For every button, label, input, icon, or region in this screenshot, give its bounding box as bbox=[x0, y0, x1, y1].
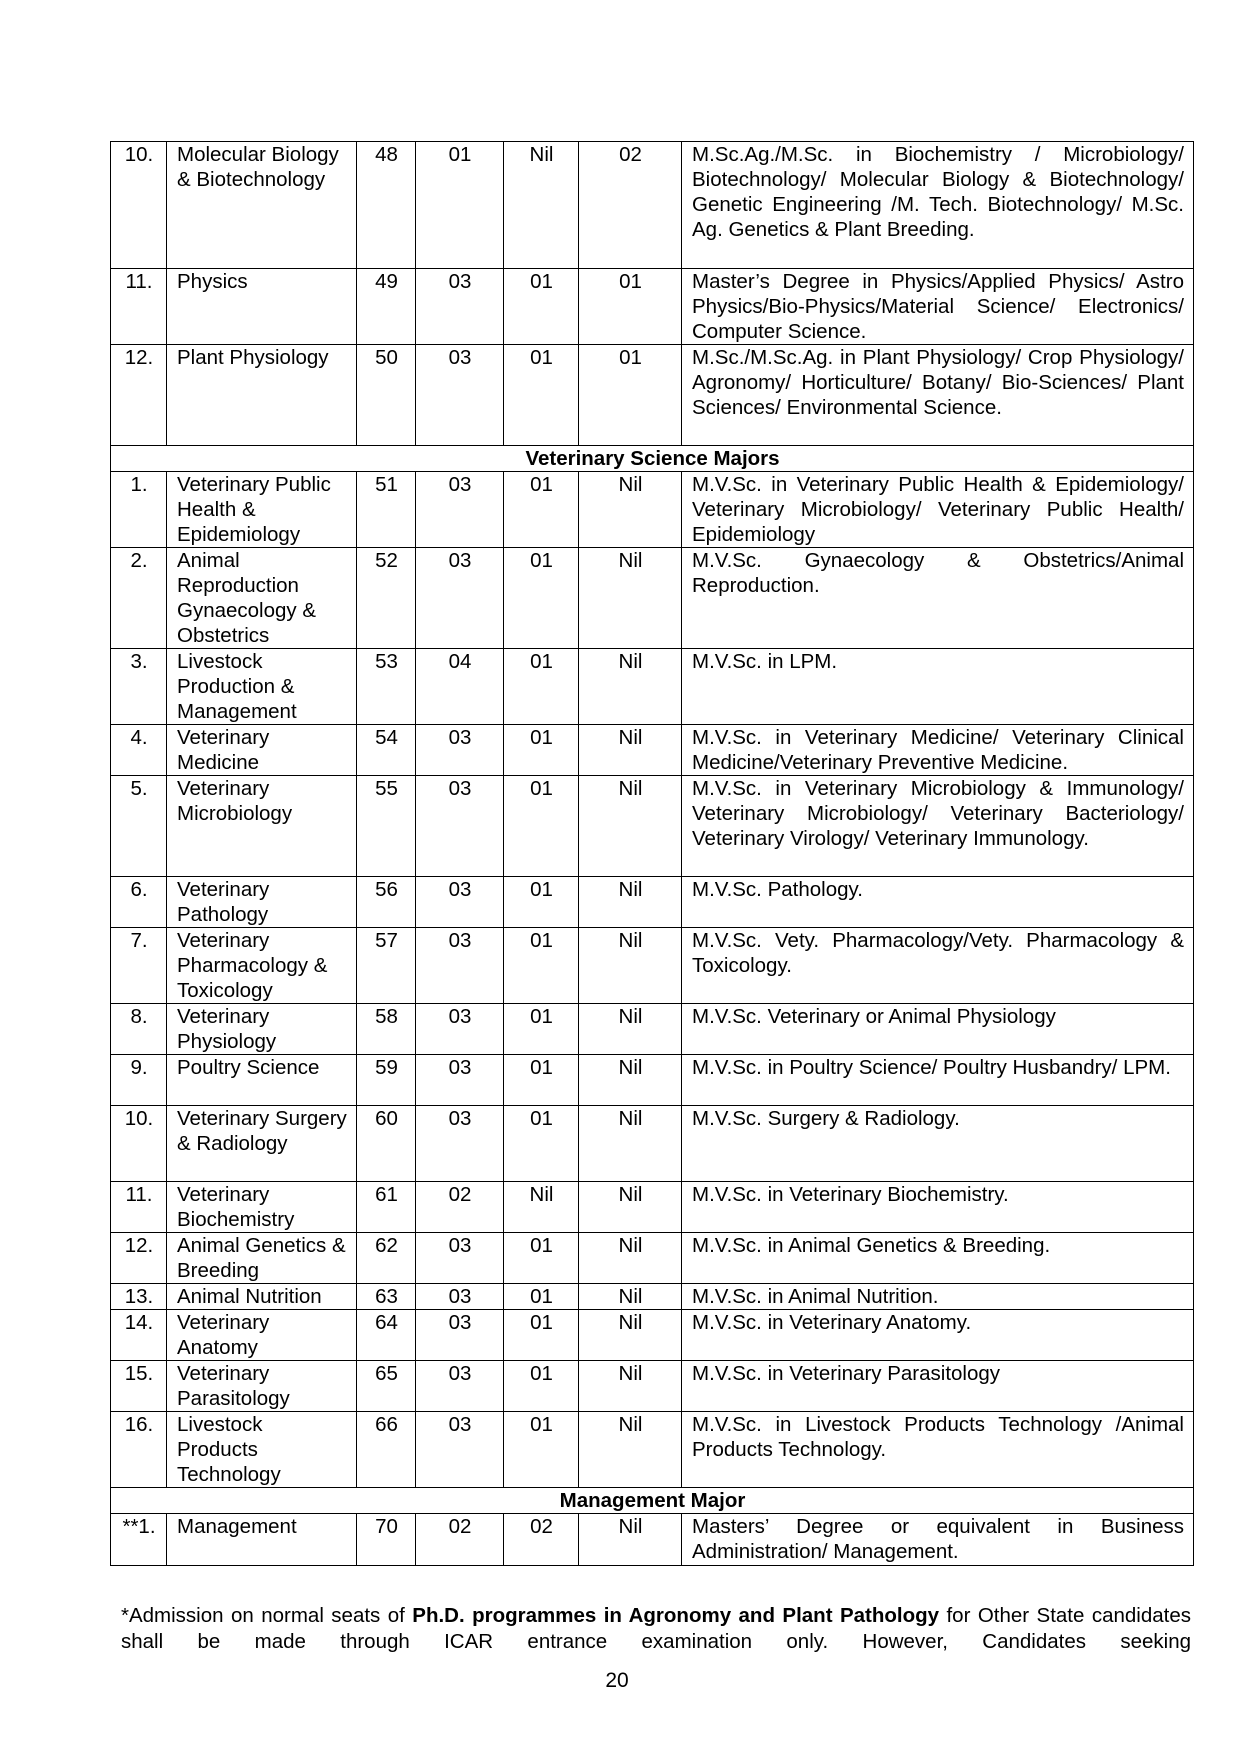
seats-col3-cell: Nil bbox=[579, 1361, 682, 1412]
subject-cell: Veterinary Surgery & Radiology bbox=[167, 1106, 357, 1182]
seats-col3-cell: Nil bbox=[579, 1055, 682, 1106]
subject-cell: Veterinary Microbiology bbox=[167, 776, 357, 877]
seats-col1-cell: 03 bbox=[416, 472, 504, 548]
qualification-cell: M.V.Sc. in Animal Genetics & Breeding. bbox=[682, 1233, 1194, 1284]
serial-number-cell: 8. bbox=[111, 1004, 167, 1055]
qualification-cell: M.V.Sc. in Livestock Products Technology /Animal Products Technology. bbox=[682, 1412, 1194, 1488]
seats-col2-cell: 01 bbox=[504, 472, 579, 548]
serial-number-cell: 9. bbox=[111, 1055, 167, 1106]
table-row bbox=[111, 1182, 1194, 1233]
serial-number-cell: 12. bbox=[111, 345, 167, 446]
seats-col3-cell: Nil bbox=[579, 1233, 682, 1284]
seats-col1-cell: 03 bbox=[416, 548, 504, 649]
seats-col1-cell: 03 bbox=[416, 1412, 504, 1488]
seats-col3-cell: 01 bbox=[579, 345, 682, 446]
section-heading-veterinary: Veterinary Science Majors bbox=[111, 446, 1194, 472]
seats-col3-cell: Nil bbox=[579, 928, 682, 1004]
seats-col2-cell: Nil bbox=[504, 142, 579, 269]
seats-col2-cell: 01 bbox=[504, 1055, 579, 1106]
qualification-cell: M.V.Sc. Surgery & Radiology. bbox=[682, 1106, 1194, 1182]
code-cell: 49 bbox=[357, 269, 416, 345]
serial-number-cell: 5. bbox=[111, 776, 167, 877]
qualification-cell: Master’s Degree in Physics/Applied Physics/ Astro Physics/Bio-Physics/Material Science/ Electronics/ Computer Science. bbox=[682, 269, 1194, 345]
code-cell: 63 bbox=[357, 1284, 416, 1310]
qualification-cell: M.V.Sc. in Veterinary Biochemistry. bbox=[682, 1182, 1194, 1233]
code-cell: 51 bbox=[357, 472, 416, 548]
table-row bbox=[111, 548, 1194, 649]
seats-col1-cell: 03 bbox=[416, 345, 504, 446]
seats-col1-cell: 03 bbox=[416, 928, 504, 1004]
seats-col1-cell: 03 bbox=[416, 1310, 504, 1361]
table-row bbox=[111, 269, 1194, 345]
seats-col2-cell: 01 bbox=[504, 1106, 579, 1182]
seats-col3-cell: Nil bbox=[579, 548, 682, 649]
seats-col1-cell: 03 bbox=[416, 776, 504, 877]
seats-col3-cell: Nil bbox=[579, 1004, 682, 1055]
code-cell: 66 bbox=[357, 1412, 416, 1488]
serial-number-cell: 15. bbox=[111, 1361, 167, 1412]
subject-cell: Plant Physiology bbox=[167, 345, 357, 446]
seats-col3-cell: Nil bbox=[579, 1310, 682, 1361]
seats-col1-cell: 03 bbox=[416, 269, 504, 345]
code-cell: 59 bbox=[357, 1055, 416, 1106]
seats-col3-cell: Nil bbox=[579, 1106, 682, 1182]
code-cell: 57 bbox=[357, 928, 416, 1004]
serial-number-cell: 10. bbox=[111, 1106, 167, 1182]
table-row bbox=[111, 1233, 1194, 1284]
seats-col1-cell: 02 bbox=[416, 1182, 504, 1233]
subject-cell: Animal Reproduction Gynaecology & Obstetrics bbox=[167, 548, 357, 649]
table-row bbox=[111, 928, 1194, 1004]
subject-cell: Animal Genetics & Breeding bbox=[167, 1233, 357, 1284]
serial-number-cell: 1. bbox=[111, 472, 167, 548]
seats-col2-cell: 01 bbox=[504, 1233, 579, 1284]
table-row bbox=[111, 1412, 1194, 1488]
serial-number-cell: **1. bbox=[111, 1514, 167, 1566]
subject-cell: Veterinary Anatomy bbox=[167, 1310, 357, 1361]
table-row bbox=[111, 1514, 1194, 1566]
qualification-cell: M.Sc./M.Sc.Ag. in Plant Physiology/ Crop Physiology/ Agronomy/ Horticulture/ Botany/ Bio-Sciences/ Plant Sciences/ Environmental Science. bbox=[682, 345, 1194, 446]
serial-number-cell: 10. bbox=[111, 142, 167, 269]
table-row bbox=[111, 345, 1194, 446]
serial-number-cell: 14. bbox=[111, 1310, 167, 1361]
subject-cell: Veterinary Pharmacology & Toxicology bbox=[167, 928, 357, 1004]
qualification-cell: M.V.Sc. in Veterinary Medicine/ Veterinary Clinical Medicine/Veterinary Preventive Medicine. bbox=[682, 725, 1194, 776]
qualification-cell: M.V.Sc. in Veterinary Public Health & Epidemiology/ Veterinary Microbiology/ Veterinary Public Health/ Epidemiology bbox=[682, 472, 1194, 548]
seats-col1-cell: 01 bbox=[416, 142, 504, 269]
subject-cell: Veterinary Pathology bbox=[167, 877, 357, 928]
table-row bbox=[111, 142, 1194, 269]
serial-number-cell: 3. bbox=[111, 649, 167, 725]
seats-col2-cell: 01 bbox=[504, 928, 579, 1004]
qualification-cell: M.V.Sc. in Veterinary Anatomy. bbox=[682, 1310, 1194, 1361]
code-cell: 62 bbox=[357, 1233, 416, 1284]
qualification-cell: M.V.Sc. in Veterinary Microbiology & Immunology/ Veterinary Microbiology/ Veterinary Bacteriology/ Veterinary Virology/ Veterinary Immunology. bbox=[682, 776, 1194, 877]
serial-number-cell: 11. bbox=[111, 1182, 167, 1233]
qualification-cell: M.V.Sc. Veterinary or Animal Physiology bbox=[682, 1004, 1194, 1055]
seats-col2-cell: 01 bbox=[504, 1310, 579, 1361]
subject-cell: Molecular Biology & Biotechnology bbox=[167, 142, 357, 269]
code-cell: 70 bbox=[357, 1514, 416, 1566]
seats-col1-cell: 03 bbox=[416, 1361, 504, 1412]
seats-col1-cell: 03 bbox=[416, 1284, 504, 1310]
table-row bbox=[111, 725, 1194, 776]
subject-cell: Veterinary Biochemistry bbox=[167, 1182, 357, 1233]
subject-cell: Livestock Production & Management bbox=[167, 649, 357, 725]
seats-col2-cell: 01 bbox=[504, 1004, 579, 1055]
seats-col2-cell: 01 bbox=[504, 1361, 579, 1412]
section-heading-management: Management Major bbox=[111, 1488, 1194, 1514]
footnote-text-2: for Other State candidates shall be made through ICAR entrance examination only. However, Candidates seeking bbox=[121, 1604, 1191, 1653]
subject-cell: Veterinary Medicine bbox=[167, 725, 357, 776]
subject-cell: Veterinary Public Health & Epidemiology bbox=[167, 472, 357, 548]
seats-col1-cell: 03 bbox=[416, 1055, 504, 1106]
seats-col2-cell: 01 bbox=[504, 776, 579, 877]
page-number: 20 bbox=[605, 1669, 629, 1692]
section-row bbox=[111, 1488, 1194, 1514]
qualification-cell: M.V.Sc. in Veterinary Parasitology bbox=[682, 1361, 1194, 1412]
seats-col2-cell: 01 bbox=[504, 1412, 579, 1488]
subject-cell: Animal Nutrition bbox=[167, 1284, 357, 1310]
code-cell: 54 bbox=[357, 725, 416, 776]
seats-col1-cell: 04 bbox=[416, 649, 504, 725]
serial-number-cell: 12. bbox=[111, 1233, 167, 1284]
seats-col2-cell: 01 bbox=[504, 1284, 579, 1310]
serial-number-cell: 16. bbox=[111, 1412, 167, 1488]
seats-col2-cell: 02 bbox=[504, 1514, 579, 1566]
table-row bbox=[111, 877, 1194, 928]
serial-number-cell: 11. bbox=[111, 269, 167, 345]
seats-col2-cell: 01 bbox=[504, 269, 579, 345]
serial-number-cell: 2. bbox=[111, 548, 167, 649]
seats-col2-cell: 01 bbox=[504, 649, 579, 725]
seats-col1-cell: 03 bbox=[416, 1233, 504, 1284]
qualification-cell: M.V.Sc. Pathology. bbox=[682, 877, 1194, 928]
serial-number-cell: 7. bbox=[111, 928, 167, 1004]
table-row bbox=[111, 1106, 1194, 1182]
seat-matrix-table bbox=[110, 141, 1194, 1566]
code-cell: 50 bbox=[357, 345, 416, 446]
seats-col3-cell: Nil bbox=[579, 649, 682, 725]
subject-cell: Livestock Products Technology bbox=[167, 1412, 357, 1488]
seats-col2-cell: 01 bbox=[504, 548, 579, 649]
qualification-cell: M.V.Sc. in LPM. bbox=[682, 649, 1194, 725]
subject-cell: Physics bbox=[167, 269, 357, 345]
qualification-cell: M.Sc.Ag./M.Sc. in Biochemistry / Microbiology/ Biotechnology/ Molecular Biology & Biotechnology/ Genetic Engineering /M. Tech. Biotechnology/ M.Sc. Ag. Genetics & Plant Breeding. bbox=[682, 142, 1194, 269]
table-row bbox=[111, 776, 1194, 877]
seats-col3-cell: 02 bbox=[579, 142, 682, 269]
serial-number-cell: 6. bbox=[111, 877, 167, 928]
footnote bbox=[121, 1603, 1191, 1655]
seats-col1-cell: 03 bbox=[416, 725, 504, 776]
qualification-cell: M.V.Sc. Vety. Pharmacology/Vety. Pharmacology & Toxicology. bbox=[682, 928, 1194, 1004]
qualification-cell: M.V.Sc. in Poultry Science/ Poultry Husbandry/ LPM. bbox=[682, 1055, 1194, 1106]
subject-cell: Veterinary Parasitology bbox=[167, 1361, 357, 1412]
seats-col3-cell: Nil bbox=[579, 472, 682, 548]
code-cell: 60 bbox=[357, 1106, 416, 1182]
footnote-text-1: *Admission on normal seats of bbox=[121, 1604, 413, 1627]
table-row bbox=[111, 1361, 1194, 1412]
seats-col3-cell: Nil bbox=[579, 725, 682, 776]
seats-col2-cell: Nil bbox=[504, 1182, 579, 1233]
qualification-cell: M.V.Sc. Gynaecology & Obstetrics/Animal Reproduction. bbox=[682, 548, 1194, 649]
seats-col2-cell: 01 bbox=[504, 877, 579, 928]
footnote-bold-text: Ph.D. programmes in Agronomy and Plant Pathology bbox=[412, 1604, 940, 1627]
table-row bbox=[111, 472, 1194, 548]
section-row bbox=[111, 446, 1194, 472]
seats-col1-cell: 03 bbox=[416, 1004, 504, 1055]
seats-col1-cell: 02 bbox=[416, 1514, 504, 1566]
seats-col3-cell: Nil bbox=[579, 1284, 682, 1310]
code-cell: 61 bbox=[357, 1182, 416, 1233]
table-row bbox=[111, 1004, 1194, 1055]
seats-col2-cell: 01 bbox=[504, 345, 579, 446]
table-row bbox=[111, 1055, 1194, 1106]
seats-col3-cell: Nil bbox=[579, 877, 682, 928]
code-cell: 65 bbox=[357, 1361, 416, 1412]
code-cell: 53 bbox=[357, 649, 416, 725]
seats-col3-cell: Nil bbox=[579, 776, 682, 877]
qualification-cell: Masters’ Degree or equivalent in Business Administration/ Management. bbox=[682, 1514, 1194, 1566]
code-cell: 58 bbox=[357, 1004, 416, 1055]
table-row bbox=[111, 1284, 1194, 1310]
seats-col3-cell: 01 bbox=[579, 269, 682, 345]
seats-col1-cell: 03 bbox=[416, 1106, 504, 1182]
serial-number-cell: 13. bbox=[111, 1284, 167, 1310]
seats-col1-cell: 03 bbox=[416, 877, 504, 928]
code-cell: 52 bbox=[357, 548, 416, 649]
code-cell: 64 bbox=[357, 1310, 416, 1361]
table-body bbox=[111, 142, 1194, 1566]
code-cell: 55 bbox=[357, 776, 416, 877]
seats-col3-cell: Nil bbox=[579, 1514, 682, 1566]
seats-col3-cell: Nil bbox=[579, 1182, 682, 1233]
subject-cell: Management bbox=[167, 1514, 357, 1566]
qualification-cell: M.V.Sc. in Animal Nutrition. bbox=[682, 1284, 1194, 1310]
subject-cell: Veterinary Physiology bbox=[167, 1004, 357, 1055]
code-cell: 56 bbox=[357, 877, 416, 928]
serial-number-cell: 4. bbox=[111, 725, 167, 776]
table-row bbox=[111, 1310, 1194, 1361]
seats-col2-cell: 01 bbox=[504, 725, 579, 776]
seats-col3-cell: Nil bbox=[579, 1412, 682, 1488]
code-cell: 48 bbox=[357, 142, 416, 269]
table-row bbox=[111, 649, 1194, 725]
subject-cell: Poultry Science bbox=[167, 1055, 357, 1106]
